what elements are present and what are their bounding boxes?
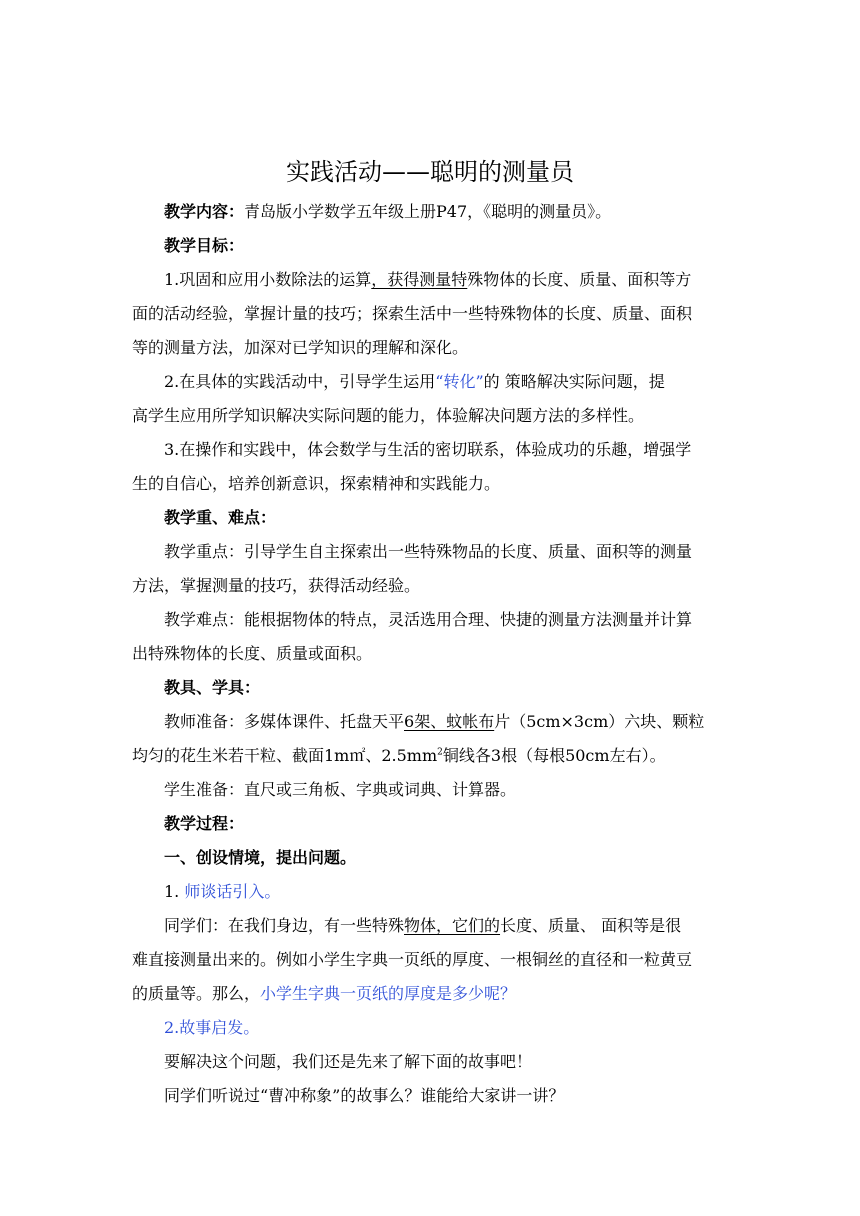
- superscript-2: 2: [437, 747, 443, 758]
- paragraph-1-text-a: 同学们：在我们身边，有一些特殊: [164, 916, 405, 935]
- paragraph-3-line: 同学们听说过“曹冲称象”的故事么？谁能给大家讲一讲？: [164, 1086, 565, 1105]
- step-2-line: 2.故事启发。: [164, 1018, 260, 1037]
- goal-2-line-2: 高学生应用所学知识解决实际问题的能力，体验解决问题方法的多样性。: [132, 406, 645, 425]
- paragraph-1-text-l3a: 的质量等。那么，: [132, 984, 261, 1003]
- teacher-prep-line-1: [164, 711, 860, 733]
- teacher-prep-text-l2a: 均匀的花生米若干粒、截面1m㎡、2.5mm: [132, 746, 438, 765]
- goal-1-text-a: 1.巩固和应用小数除法的运算: [164, 270, 372, 289]
- document-title: 实践活动——聪明的测量员: [286, 158, 574, 186]
- goal-1-line-1: [164, 269, 860, 291]
- paragraph-2-line: 要解决这个问题，我们还是先来了解下面的故事吧！: [164, 1052, 533, 1071]
- teacher-prep-text-l2b: 铜线各3根（每根50cm左右）。: [442, 746, 666, 765]
- teacher-prep-text-c: 片（5cm×3cm）六块、颗粒: [494, 712, 705, 731]
- step-1-line: [164, 881, 860, 903]
- teacher-prep-underlined: 6架、蚊帐布: [404, 712, 495, 731]
- goal-2-highlight: “转化”: [435, 372, 484, 391]
- step-1-number: 1.: [164, 882, 180, 901]
- paragraph-1-line-1: [164, 915, 860, 937]
- teacher-prep-text-a: 教师准备：多媒体课件、托盘天平: [164, 712, 405, 731]
- difficulty-line-2: 出特殊物体的长度、质量或面积。: [132, 644, 373, 663]
- goal-2-line-1: [164, 371, 860, 393]
- teaching-content-label: 教学内容：: [164, 202, 245, 221]
- paragraph-1-underlined: 物体，它们的: [404, 916, 501, 935]
- paragraph-1-line-2: 难直接测量出来的。例如小学生字典一页纸的厚度、一根铜丝的直径和一粒黄豆: [132, 950, 693, 969]
- process-heading: 教学过程：: [164, 814, 245, 833]
- goal-1-underlined: ，获得测量特: [371, 270, 468, 289]
- paragraph-1-line-3: [132, 983, 860, 1005]
- step-1-text: 师谈话引入。: [184, 882, 281, 901]
- section-1-heading: 一、创设情境，提出问题。: [164, 848, 357, 867]
- goal-3-line-2: 生的自信心，培养创新意识，探索精神和实践能力。: [132, 474, 501, 493]
- key-points-heading: 教学重、难点：: [164, 508, 277, 527]
- teaching-content-line: [164, 201, 860, 223]
- goal-3-line-1: 3.在操作和实践中，体会数学与生活的密切联系，体验成功的乐趣，增强学: [164, 440, 692, 459]
- goals-heading: 教学目标：: [164, 236, 245, 255]
- paragraph-1-question: 小学生字典一页纸的厚度是多少呢？: [260, 984, 517, 1003]
- goal-2-text-c: 的 策略解决实际问题，提: [483, 372, 665, 391]
- paragraph-1-text-c: 长度、质量、 面积等是很: [500, 916, 682, 935]
- focus-line-2: 方法，掌握测量的技巧，获得活动经验。: [132, 576, 421, 595]
- student-prep-line: 学生准备：直尺或三角板、字典或词典、计算器。: [164, 780, 517, 799]
- teacher-prep-line-2: [132, 745, 860, 767]
- teaching-content-text: 青岛版小学数学五年级上册P47，《聪明的测量员》。: [244, 202, 612, 221]
- goal-1-line-3: 等的测量方法，加深对已学知识的理解和深化。: [132, 338, 469, 357]
- goal-2-text-a: 2.在具体的实践活动中，引导学生运用: [164, 372, 436, 391]
- focus-line-1: 教学重点：引导学生自主探索出一些特殊物品的长度、质量、面积等的测量: [164, 542, 693, 561]
- goal-1-line-2: 面的活动经验，掌握计量的技巧；探索生活中一些特殊物体的长度、质量、面积: [132, 304, 693, 323]
- goal-1-text-c: 殊物体的长度、质量、面积等方: [467, 270, 692, 289]
- difficulty-line-1: 教学难点：能根据物体的特点，灵活选用合理、快捷的测量方法测量并计算: [164, 610, 693, 629]
- tools-heading: 教具、学具：: [164, 678, 261, 697]
